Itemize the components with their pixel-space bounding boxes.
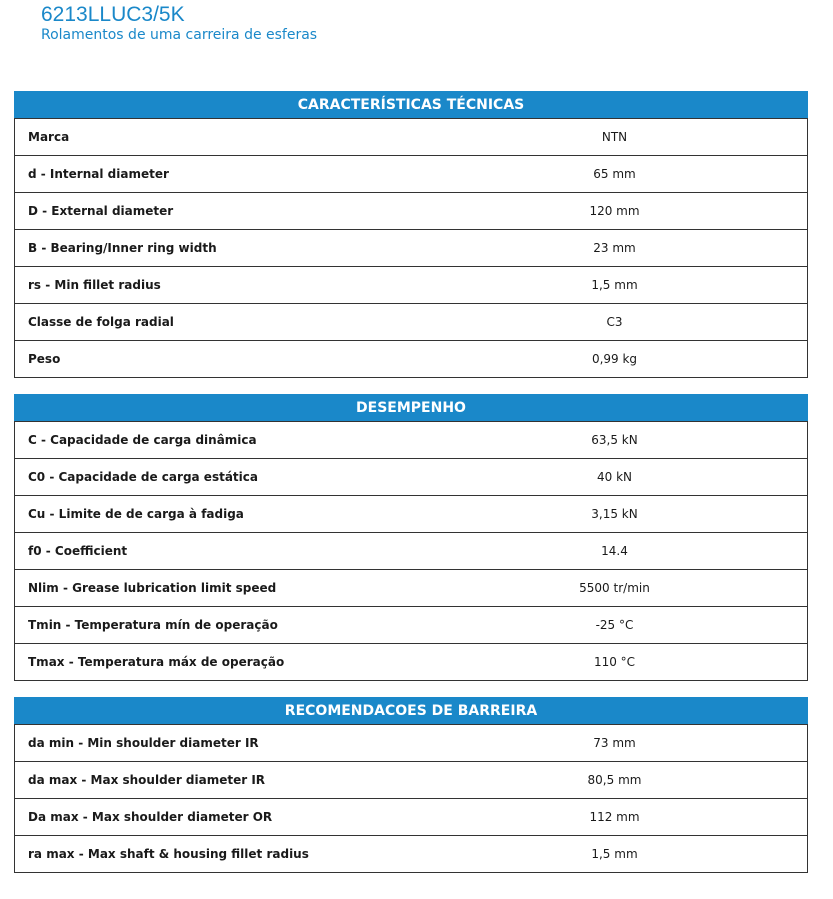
row-label: Classe de folga radial	[15, 304, 423, 341]
table-row	[15, 230, 808, 267]
section-barrier-recommendations	[14, 697, 808, 873]
row-label: Nlim - Grease lubrication limit speed	[15, 570, 423, 607]
product-subtitle: Rolamentos de uma carreira de esferas	[41, 27, 318, 43]
table-row	[15, 459, 808, 496]
section-performance	[14, 394, 808, 681]
row-label: rs - Min fillet radius	[15, 267, 423, 304]
row-label: Tmax - Temperatura máx de operação	[15, 644, 423, 681]
row-label: Marca	[15, 119, 423, 156]
table-row	[15, 304, 808, 341]
table-row	[15, 193, 808, 230]
section-technical-specs	[14, 91, 808, 378]
table-row	[15, 836, 808, 873]
table-row	[15, 496, 808, 533]
row-value: 23 mm	[422, 230, 808, 267]
table-row	[15, 422, 808, 459]
row-label: da min - Min shoulder diameter IR	[15, 725, 423, 762]
table-row	[15, 267, 808, 304]
row-label: da max - Max shoulder diameter IR	[15, 762, 423, 799]
row-value: 110 °C	[422, 644, 808, 681]
table-row	[15, 156, 808, 193]
row-value: -25 °C	[422, 607, 808, 644]
table-row	[15, 533, 808, 570]
row-value: 65 mm	[422, 156, 808, 193]
row-value: 3,15 kN	[422, 496, 808, 533]
section-title: DESEMPENHO	[14, 394, 808, 421]
table-row	[15, 570, 808, 607]
row-value: 1,5 mm	[422, 836, 808, 873]
row-label: Tmin - Temperatura mín de operação	[15, 607, 423, 644]
table-row	[15, 341, 808, 378]
row-value: C3	[422, 304, 808, 341]
table-row	[15, 644, 808, 681]
table-row	[15, 607, 808, 644]
row-value: 5500 tr/min	[422, 570, 808, 607]
row-label: Cu - Limite de de carga à fadiga	[15, 496, 423, 533]
spec-table	[14, 724, 808, 873]
table-row	[15, 799, 808, 836]
row-value: 0,99 kg	[422, 341, 808, 378]
row-value: 112 mm	[422, 799, 808, 836]
spec-table	[14, 118, 808, 378]
row-value: 1,5 mm	[422, 267, 808, 304]
row-label: d - Internal diameter	[15, 156, 423, 193]
spec-table	[14, 421, 808, 681]
table-row	[15, 762, 808, 799]
row-label: Peso	[15, 341, 423, 378]
row-value: 120 mm	[422, 193, 808, 230]
row-label: B - Bearing/Inner ring width	[15, 230, 423, 267]
section-title: CARACTERÍSTICAS TÉCNICAS	[14, 91, 808, 118]
row-label: ra max - Max shaft & housing fillet radius	[15, 836, 423, 873]
section-title: RECOMENDACOES DE BARREIRA	[14, 697, 808, 724]
row-value: 14.4	[422, 533, 808, 570]
row-value: 73 mm	[422, 725, 808, 762]
row-value: 63,5 kN	[422, 422, 808, 459]
row-label: Da max - Max shoulder diameter OR	[15, 799, 423, 836]
table-row	[15, 119, 808, 156]
row-label: D - External diameter	[15, 193, 423, 230]
row-value: 40 kN	[422, 459, 808, 496]
product-header	[41, 4, 317, 44]
table-row	[15, 725, 808, 762]
product-title: 6213LLUC3/5K	[41, 3, 185, 26]
row-label: f0 - Coefficient	[15, 533, 423, 570]
row-label: C0 - Capacidade de carga estática	[15, 459, 423, 496]
row-label: C - Capacidade de carga dinâmica	[15, 422, 423, 459]
row-value: NTN	[422, 119, 808, 156]
row-value: 80,5 mm	[422, 762, 808, 799]
